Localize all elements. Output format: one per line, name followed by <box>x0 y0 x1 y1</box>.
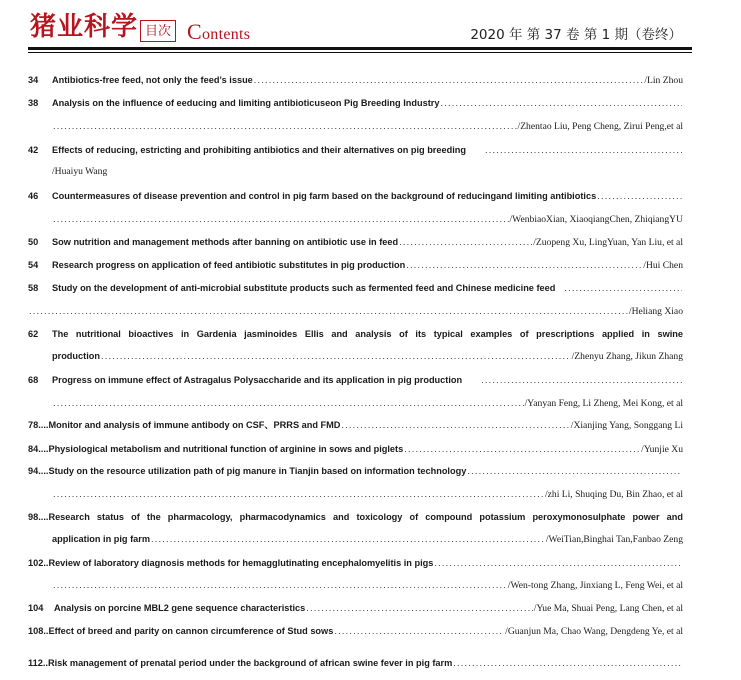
leader-dots <box>53 576 507 594</box>
entry-title: Research progress on application of feed antibiotic substitutes in pig production <box>52 260 406 270</box>
entry-authors: /Guanjun Ma, Chao Wang, Dengdeng Ye, et al <box>505 626 683 637</box>
leader-dots <box>334 622 504 640</box>
contents-rest: ontents <box>201 26 251 43</box>
entry-title: Countermeasures of disease prevention and control in pig farm based on the background of reducingand limiting antibiotics <box>52 191 597 201</box>
toc-entry-continuation <box>28 530 683 548</box>
toc-entry[interactable] <box>28 279 683 297</box>
leader-dots <box>485 141 682 159</box>
leader-dots <box>254 71 644 89</box>
entry-page: 108.. <box>28 626 49 636</box>
header-rule-thick <box>28 47 692 50</box>
toc-entry[interactable] <box>28 554 683 572</box>
toc-entry[interactable] <box>28 141 683 159</box>
entry-authors: /Zhenyu Zhang, Jikun Zhang <box>571 351 683 362</box>
entry-page: 98.... <box>28 512 49 522</box>
entry-page: 34 <box>28 75 39 85</box>
entry-title: Analysis on the influence of eeducing and limiting antibioticuseon Pig Breeding Industry <box>52 98 440 108</box>
entry-authors: /Xianjing Yang, Songgang Li <box>570 420 683 431</box>
entry-page: 58 <box>28 283 39 293</box>
toc-entry-continuation <box>28 485 683 503</box>
leader-dots <box>434 554 682 572</box>
entry-title: Effect of breed and parity on cannon circumference of Stud sows <box>48 626 334 636</box>
leader-dots <box>101 347 571 365</box>
leader-dots <box>53 117 517 135</box>
toc-entry[interactable] <box>28 256 683 274</box>
leader-dots <box>404 440 640 458</box>
leader-dots <box>440 94 682 112</box>
leader-dots <box>597 187 682 205</box>
entry-page: 50 <box>28 237 39 247</box>
entry-title: Analysis on porcine MBL2 gene sequence characteristics <box>54 603 306 613</box>
toc-entry-continuation <box>28 394 683 412</box>
entry-title: The nutritional bioactives in Gardenia jasminoides Ellis and analysis of its typical examples of prescriptions applied in swine <box>52 329 683 339</box>
entry-page: 62 <box>28 329 39 339</box>
toc-entry-continuation <box>28 576 683 594</box>
entry-page: 112.. <box>28 658 48 668</box>
leader-dots <box>453 654 682 672</box>
entry-page: 54 <box>28 260 39 270</box>
entry-title: Progress on immune effect of Astragalus Polysaccharide and its application in pig production <box>52 375 463 385</box>
entry-page: 102.. <box>28 558 49 568</box>
toc-entry[interactable] <box>28 71 683 89</box>
leader-dots <box>467 462 682 480</box>
toc-entry[interactable] <box>28 654 683 672</box>
toc-entry[interactable] <box>28 94 683 112</box>
entry-page: 78.... <box>28 420 49 430</box>
page-header <box>0 0 741 56</box>
entry-title: Study on the development of anti-microbial substitute products such as fermented feed and Chinese medicine feed <box>52 283 556 293</box>
entry-page: 104 <box>28 603 44 613</box>
toc-label-box: 目次 <box>140 20 176 42</box>
entry-authors: /Yue Ma, Shuai Peng, Lang Chen, et al <box>533 603 683 614</box>
entry-authors: /Lin Zhou <box>644 75 683 86</box>
entry-page: 38 <box>28 98 39 108</box>
entry-authors: /Wen-tong Zhang, Jinxiang L, Feng Wei, et al <box>507 580 683 591</box>
journal-title: 猪业科学 <box>30 12 139 42</box>
contents-heading <box>187 20 250 47</box>
toc-entry[interactable] <box>28 325 683 343</box>
entry-title: Sow nutrition and management methods after banning on antibiotic use in feed <box>52 237 399 247</box>
entry-authors: /Yunjie Xu <box>641 444 683 455</box>
toc-entry-continuation <box>28 210 683 228</box>
entry-page: 84.... <box>28 444 49 454</box>
leader-dots <box>53 485 544 503</box>
toc-entry[interactable] <box>28 462 683 480</box>
entry-title-cont: production <box>52 351 100 361</box>
entry-title: Antibiotics-free feed, not only the feed’s issue <box>52 75 253 85</box>
toc-entry[interactable] <box>28 187 683 205</box>
toc-entry[interactable] <box>28 371 683 389</box>
entry-title: Research status of the pharmacology, pharmacodynamics and toxicology of compound potassium peroxymonosulphate power and <box>48 512 683 522</box>
toc-entry-continuation <box>28 347 683 365</box>
leader-dots <box>53 210 509 228</box>
leader-dots <box>341 416 569 434</box>
leader-dots <box>564 279 682 297</box>
toc-entry-continuation <box>28 117 683 135</box>
entry-title: Risk management of prenatal period under the background of african swine fever in pig farm <box>47 658 453 668</box>
toc-entry[interactable] <box>28 416 683 434</box>
toc-entry-continuation <box>28 302 683 320</box>
entry-title: Study on the resource utilization path of pig manure in Tianjin based on information technology <box>48 466 467 476</box>
entry-authors: /Hui Chen <box>643 260 683 271</box>
entry-title-cont: application in pig farm <box>52 534 151 544</box>
leader-dots <box>399 233 532 251</box>
entry-title: Effects of reducing, estricting and prohibiting antibiotics and their alternatives on pig breeding <box>52 145 466 155</box>
entry-page: 94.... <box>28 466 49 476</box>
leader-dots <box>29 302 628 320</box>
toc-entry[interactable] <box>28 599 683 617</box>
contents-initial: C <box>187 19 202 44</box>
entry-title: Physiological metabolism and nutritional function of arginine in sows and piglets <box>48 444 404 454</box>
leader-dots <box>53 394 524 412</box>
header-rule-thin <box>28 52 692 53</box>
leader-dots <box>151 530 545 548</box>
entry-authors: /WenbiaoXian, XiaoqiangChen, ZhiqiangYU <box>509 214 683 225</box>
entry-authors: /Yanyan Feng, Li Zheng, Mei Kong, et al <box>524 398 683 409</box>
entry-authors: /Zhentao Liu, Peng Cheng, Zirui Peng,et al <box>517 121 683 132</box>
toc-entry[interactable] <box>28 508 683 526</box>
entry-authors: /Heliang Xiao <box>628 306 683 317</box>
leader-dots <box>481 371 682 389</box>
leader-dots <box>406 256 642 274</box>
entry-authors: /Zuopeng Xu, LingYuan, Yan Liu, et al <box>533 237 683 248</box>
entry-authors: /Huaiyu Wang <box>52 166 108 177</box>
entry-page: 46 <box>28 191 39 201</box>
entry-title: Review of laboratory diagnosis methods for hemagglutinating encephalomyelitis in pigs <box>48 558 434 568</box>
entry-page: 68 <box>28 375 39 385</box>
entry-authors: /WeiTian,Binghai Tan,Fanbao Zeng <box>545 534 683 545</box>
issue-info: 2020 年 第 37 卷 第 1 期（卷终） <box>470 27 682 43</box>
toc-entry-continuation <box>28 163 683 181</box>
toc-entry[interactable] <box>28 622 683 640</box>
toc-entry[interactable] <box>28 440 683 458</box>
toc-entry[interactable] <box>28 233 683 251</box>
entry-title: Monitor and analysis of immune antibody on CSF、PRRS and FMD <box>48 420 341 430</box>
entry-authors: /zhi Li, Shuqing Du, Bin Zhao, et al <box>544 489 683 500</box>
leader-dots <box>306 599 533 617</box>
entry-page: 42 <box>28 145 39 155</box>
